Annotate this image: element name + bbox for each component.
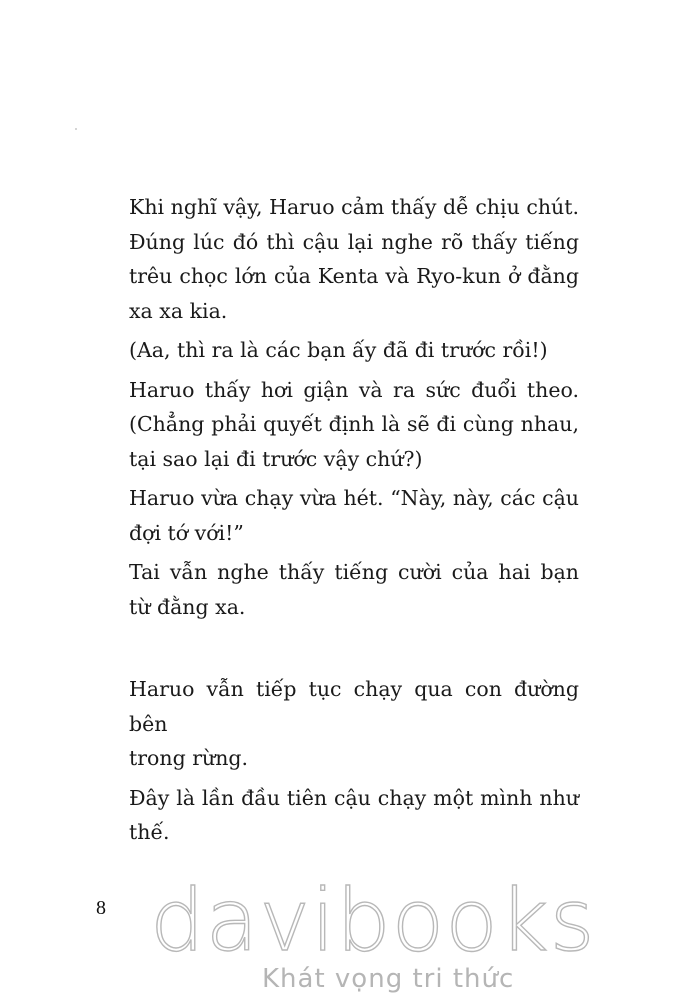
watermark-brand: davibooks — [150, 871, 596, 971]
page-number: 8 — [96, 897, 106, 919]
paragraph — [129, 781, 579, 850]
paragraph — [129, 373, 579, 477]
paragraph — [129, 190, 579, 328]
paragraph — [129, 672, 579, 776]
text-line: Haruo vẫn tiếp tục chạy qua con đường bên — [129, 677, 579, 736]
story-text-bottom — [129, 672, 579, 855]
text-line: đợi tớ với!” — [129, 520, 244, 545]
text-line: (Chẳng phải quyết định là sẽ đi cùng nhau, — [129, 412, 579, 436]
text-line: Đây là lần đầu tiên cậu chạy một mình như thế. — [129, 785, 579, 844]
story-text-top — [129, 190, 579, 629]
paragraph — [129, 555, 579, 624]
text-line: xa xa kia. — [129, 298, 228, 323]
text-line: Haruo vừa chạy vừa hét. “Này, này, các cậu — [129, 486, 579, 510]
text-line: tại sao lại đi trước vậy chứ?) — [129, 446, 423, 471]
publisher-watermark — [150, 871, 596, 998]
text-line: trêu chọc lớn của Kenta và Ryo-kun ở đằng — [129, 264, 579, 288]
text-line: Haruo thấy hơi giận và ra sức đuổi theo. — [129, 377, 579, 402]
paragraph — [129, 481, 579, 550]
watermark-tagline: Khát vọng tri thức — [262, 964, 515, 994]
text-line: (Aa, thì ra là các bạn ấy đã đi trước rồi!) — [129, 338, 548, 362]
text-line: Đúng lúc đó thì cậu lại nghe rõ thấy tiếng — [129, 229, 579, 254]
text-line: Tai vẫn nghe thấy tiếng cười của hai bạn — [129, 560, 579, 584]
text-line: trong rừng. — [129, 746, 249, 770]
text-line: Khi nghĩ vậy, Haruo cảm thấy dễ chịu chút. — [129, 195, 579, 219]
paper-speck — [75, 128, 77, 130]
text-line: từ đằng xa. — [129, 594, 246, 619]
paragraph — [129, 333, 579, 368]
